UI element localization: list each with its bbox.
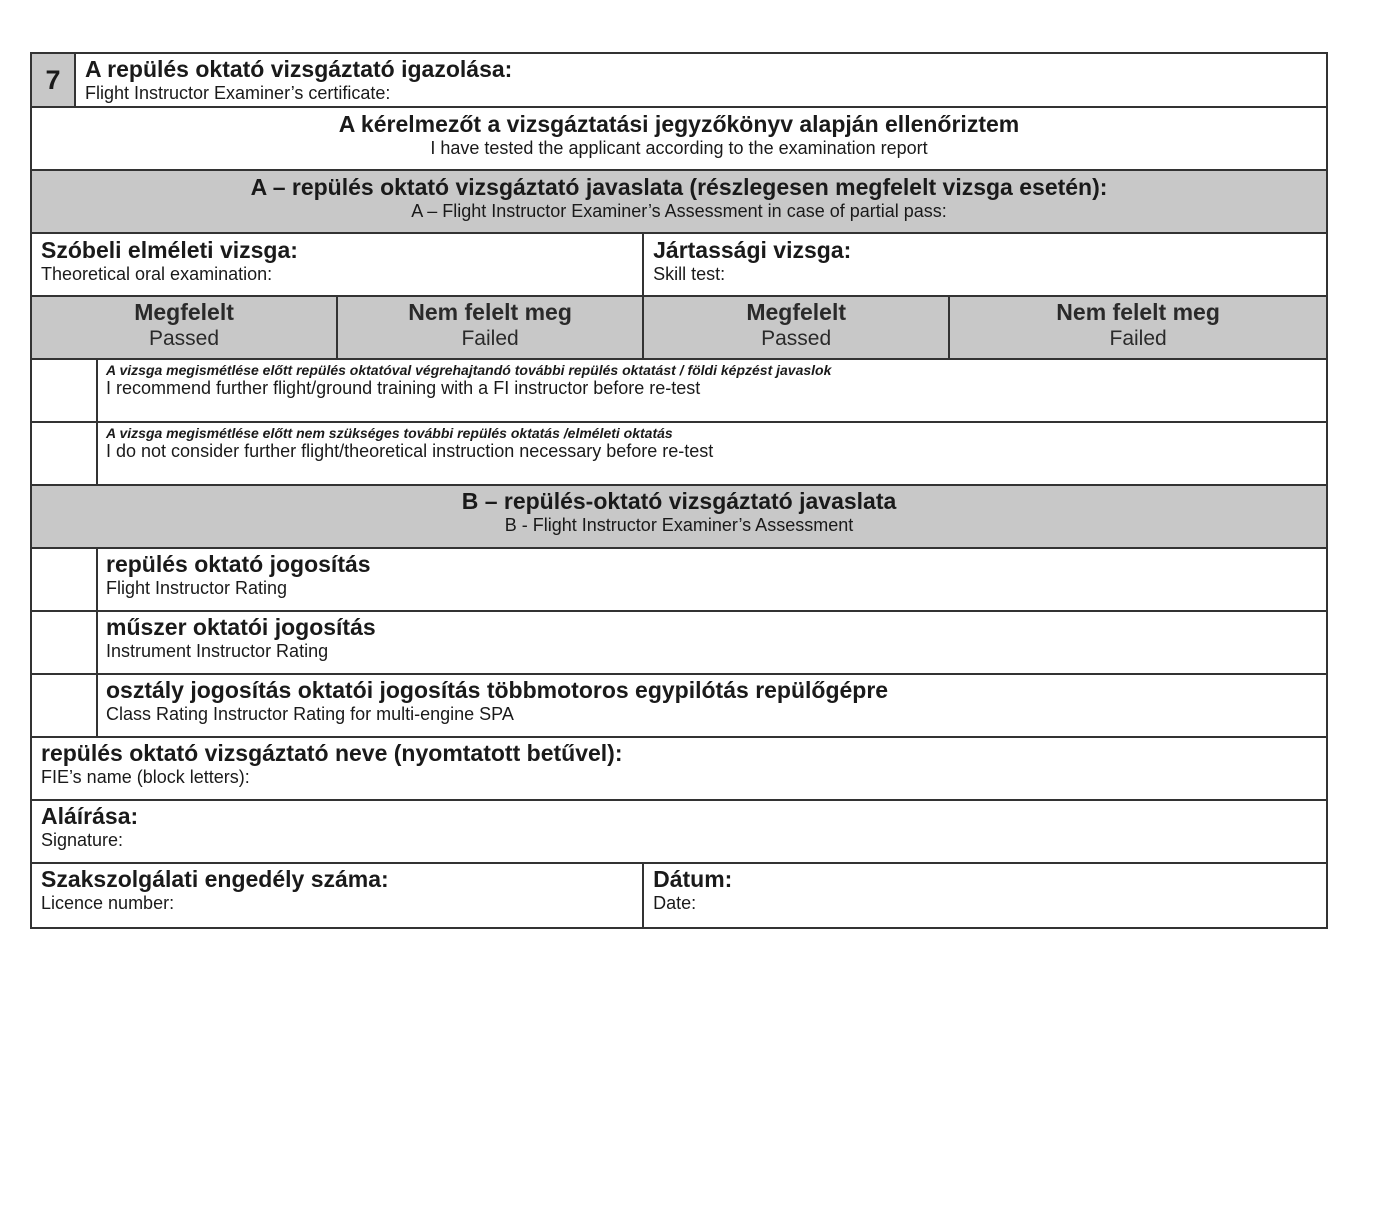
oral-passed-cell[interactable] [32,297,338,358]
skill-passed-cell[interactable] [644,297,950,358]
rating-hu: műszer oktatói jogosítás [106,614,376,640]
part-b-header-row [32,486,1326,549]
rating-text [98,612,384,673]
signature-en: Signature: [41,830,124,850]
part-a-header [32,171,1326,232]
part-a-en: A – Flight Instructor Examiner’s Assessment in case of partial pass: [411,201,947,221]
recommendation-hu: A vizsga megismétlése előtt nem szükséges további repülés oktatás /elméleti oktatás [106,425,673,441]
part-b-header [32,486,1326,547]
signature-hu: Aláírása: [41,803,139,829]
recommendation-row [32,423,1326,486]
rating-cri-checkbox[interactable] [32,675,98,736]
oral-exam-en: Theoretical oral examination: [41,264,273,284]
licence-number-field[interactable] [32,864,644,927]
rating-text [98,549,379,610]
examiner-name-hu: repülés oktató vizsgáztató neve (nyomtatott betűvel): [41,740,623,766]
skill-test-en: Skill test: [653,264,726,284]
section-title-en: Flight Instructor Examiner’s certificate: [85,83,391,103]
rating-row [32,549,1326,612]
date-en: Date: [653,893,697,913]
tested-en: I have tested the applicant according to the examination report [430,138,928,158]
result-label-en: Failed [461,327,519,350]
part-a-hu: A – repülés oktató vizsgáztató javaslata (részlegesen megfelelt vizsga esetén): [250,174,1108,200]
oral-exam-cell [32,234,644,295]
part-b-en: B - Flight Instructor Examiner’s Assessment [504,515,854,535]
licence-hu: Szakszolgálati engedély száma: [41,866,389,892]
result-label-en: Passed [761,327,832,350]
recommendation-text [98,423,721,484]
signature-field[interactable] [32,801,1326,862]
recommend-training-checkbox[interactable] [32,360,98,421]
rating-fi-checkbox[interactable] [32,549,98,610]
rating-iri-checkbox[interactable] [32,612,98,673]
exam-type-row [32,234,1326,297]
examiner-name-field[interactable] [32,738,1326,799]
rating-en: Flight Instructor Rating [106,578,288,598]
date-hu: Dátum: [653,866,733,892]
oral-exam-hu: Szóbeli elméleti vizsga: [41,237,298,263]
oral-failed-cell[interactable] [338,297,644,358]
tested-statement-row [32,108,1326,171]
recommendation-row [32,360,1326,423]
fie-certificate-form [30,52,1328,929]
rating-text [98,675,896,736]
result-label-en: Passed [149,327,220,350]
part-a-header-row [32,171,1326,234]
licence-date-row [32,864,1326,927]
recommendation-hu: A vizsga megismétlése előtt repülés oktatóval végrehajtandó további repülés oktatást / földi képzést javaslok [106,362,832,378]
result-label-hu: Megfelelt [134,299,234,325]
signature-row[interactable] [32,801,1326,864]
result-label-hu: Nem felelt meg [1056,299,1220,325]
result-label-hu: Megfelelt [746,299,846,325]
recommendation-text [98,360,839,421]
section-number: 7 [32,54,76,106]
rating-en: Instrument Instructor Rating [106,641,329,661]
section-header-row [32,54,1326,108]
examiner-name-en: FIE’s name (block letters): [41,767,250,787]
section-title-hu: A repülés oktató vizsgáztató igazolása: [85,56,513,82]
recommendation-en: I recommend further flight/ground training with a FI instructor before re-test [106,378,701,398]
recommendation-en: I do not consider further flight/theoretical instruction necessary before re-test [106,441,714,461]
result-label-en: Failed [1109,327,1167,350]
skill-failed-cell[interactable] [950,297,1326,358]
section-title [76,54,521,106]
part-b-hu: B – repülés-oktató vizsgáztató javaslata [461,488,897,514]
licence-en: Licence number: [41,893,175,913]
rating-en: Class Rating Instructor Rating for multi-engine SPA [106,704,514,724]
skill-test-cell [644,234,1326,295]
rating-row [32,612,1326,675]
date-field[interactable] [644,864,1326,927]
rating-hu: repülés oktató jogosítás [106,551,371,577]
examiner-name-row[interactable] [32,738,1326,801]
results-row [32,297,1326,360]
rating-row [32,675,1326,738]
no-further-training-checkbox[interactable] [32,423,98,484]
result-label-hu: Nem felelt meg [408,299,572,325]
tested-hu: A kérelmezőt a vizsgáztatási jegyzőkönyv alapján ellenőriztem [338,111,1020,137]
rating-hu: osztály jogosítás oktatói jogosítás többmotoros egypilótás repülőgépre [106,677,889,703]
skill-test-hu: Jártassági vizsga: [653,237,852,263]
tested-statement [32,108,1326,169]
